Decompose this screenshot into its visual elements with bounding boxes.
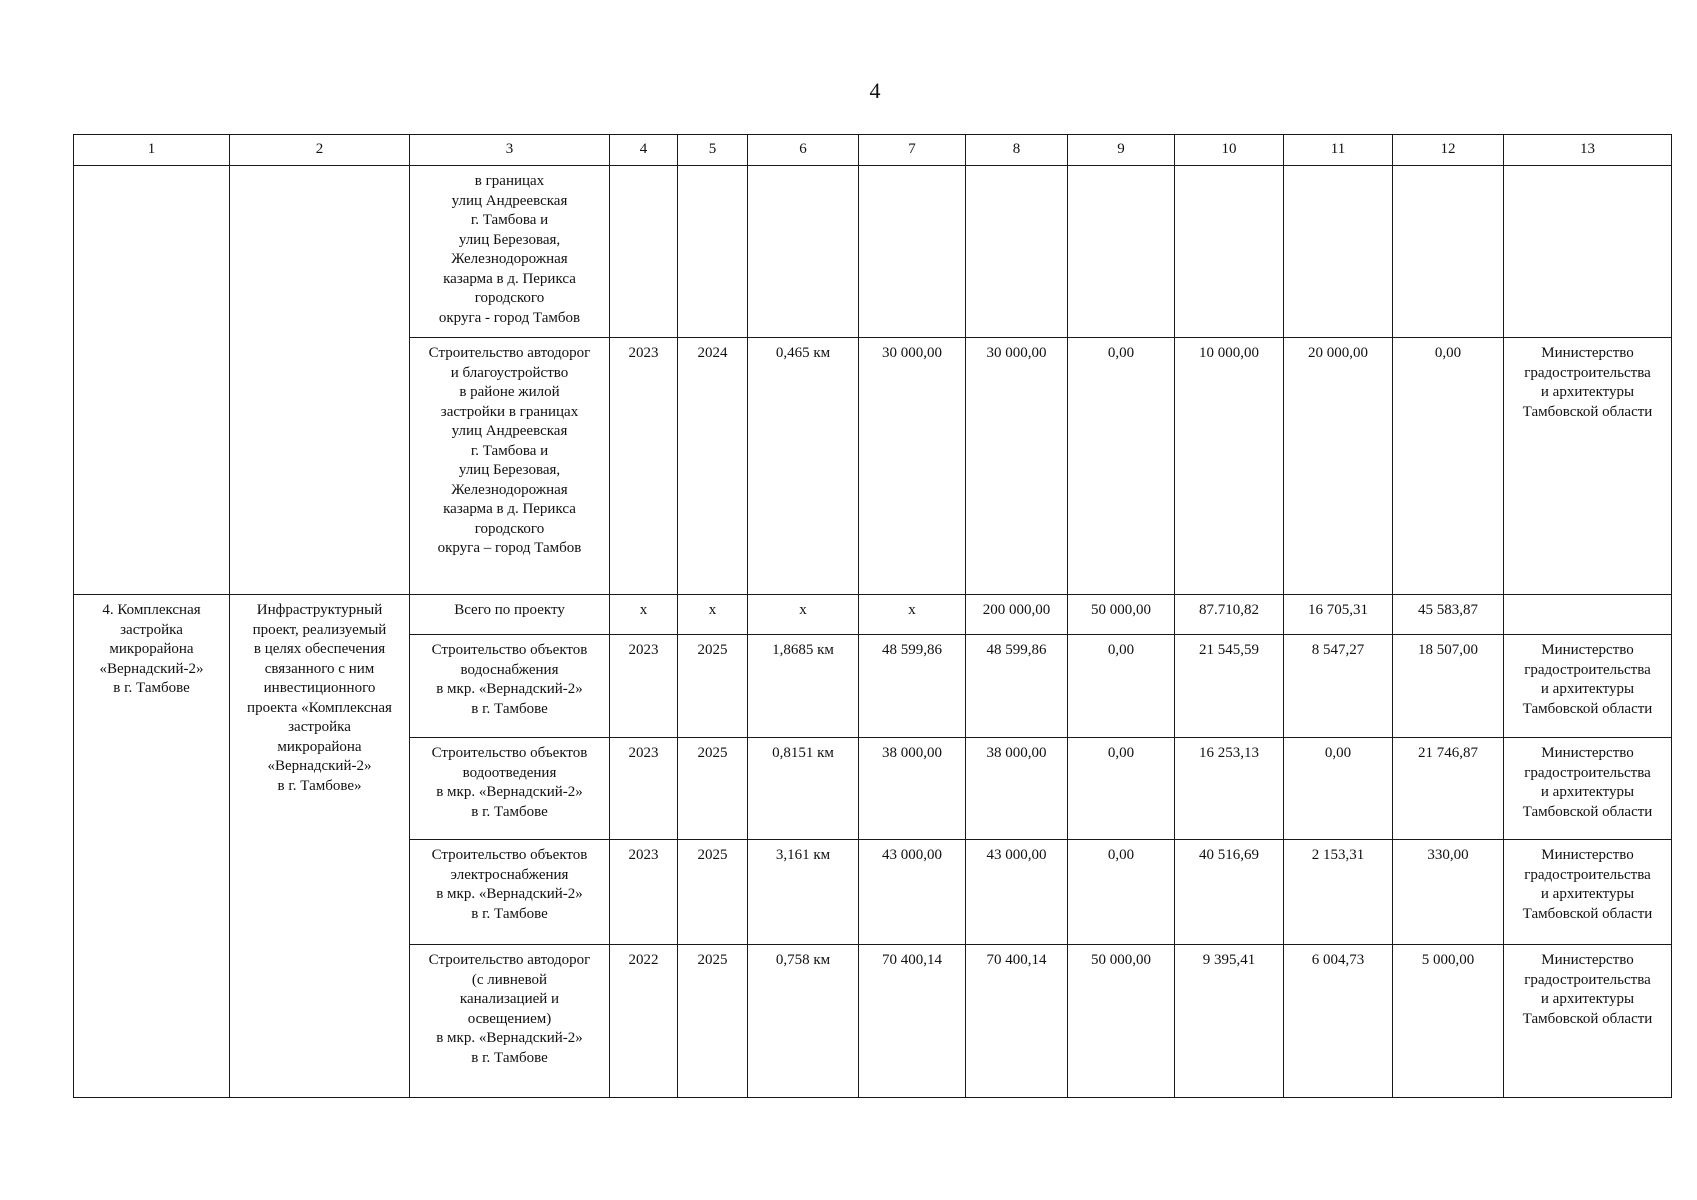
table-cell: 1,8685 км (748, 635, 859, 738)
cell-total: 200 000,00 (966, 595, 1068, 635)
cell-text-line: в г. Тамбове (471, 700, 548, 717)
cell-text-line: проект, реализуемый (252, 621, 387, 638)
cell-text-line: и архитектуры (1540, 784, 1635, 800)
table-cell: 43 000,00 (966, 840, 1068, 945)
header-col-6: 6 (748, 135, 859, 166)
table-cell (966, 166, 1068, 338)
table-row-continuation (74, 166, 1672, 338)
table-cell: 38 000,00 (859, 738, 966, 840)
cell-object-name (410, 945, 610, 1098)
cell-text-line: казарма в д. Перикса (443, 501, 576, 517)
cell-text-line: Тамбовской области (1522, 700, 1653, 717)
table-cell: 70 400,14 (966, 945, 1068, 1098)
cell-text-line: освещением) (467, 1010, 552, 1027)
cell-text-line: г. Тамбова и (470, 442, 549, 459)
table-cell: 16 253,13 (1175, 738, 1284, 840)
table-cell: 0,8151 км (748, 738, 859, 840)
table-cell: 0,00 (1284, 738, 1393, 840)
page-number: 4 (869, 78, 881, 103)
cell-text-line: связанного с ним (264, 660, 375, 677)
cell-text-line: градостроительства (1524, 364, 1651, 381)
header-col-9: 9 (1068, 135, 1175, 166)
cell-total-label: Всего по проекту (410, 595, 610, 635)
cell-text-line: микрорайона (109, 641, 194, 657)
cell-text-line: в целях обеспечения (253, 641, 386, 657)
table-cell: x (859, 595, 966, 635)
cell-project-type-prev (230, 166, 410, 595)
table-cell (678, 166, 748, 338)
cell-text-line: Строительство автодорог (428, 345, 591, 361)
cell-text-line: 4. Комплексная (102, 602, 201, 618)
cell-text-line: улиц Березовая, (458, 462, 561, 478)
header-col-3: 3 (410, 135, 610, 166)
cell-responsible (1504, 338, 1672, 595)
table-cell: 5 000,00 (1393, 945, 1504, 1098)
header-col-7: 7 (859, 135, 966, 166)
cell-text-line: «Вернадский-2» (267, 758, 372, 774)
header-col-11: 11 (1284, 135, 1393, 166)
table-cell: 2025 (678, 945, 748, 1098)
table-cell: x (610, 595, 678, 635)
cell-capacity: 0,465 км (748, 338, 859, 595)
cell-year-2022: 50 000,00 (1068, 595, 1175, 635)
cell-text-line: канализацией и (459, 991, 560, 1007)
table-cell: 9 395,41 (1175, 945, 1284, 1098)
table-cell: 2022 (610, 945, 678, 1098)
cell-year-2024: 20 000,00 (1284, 338, 1393, 595)
table-cell: 3,161 км (748, 840, 859, 945)
cell-text-line: микрорайона (277, 738, 362, 755)
cell-text-line: улиц Андреевская (451, 192, 568, 209)
cell-text-line: Строительство объектов (431, 745, 588, 761)
cell-object-name (410, 166, 610, 338)
column-number-header (74, 135, 1672, 166)
cell-project-type (230, 595, 410, 1098)
cell-text-line: в мкр. «Вернадский-2» (436, 886, 583, 902)
cell-text-line: застройка (120, 621, 183, 638)
cell-text-line: в районе жилой (459, 384, 560, 400)
table-cell: 6 004,73 (1284, 945, 1393, 1098)
table-cell (1175, 166, 1284, 338)
cell-object-name (410, 738, 610, 840)
cell-text-line: и архитектуры (1540, 991, 1635, 1007)
cell-text-line: Железнодорожная (451, 251, 568, 267)
cell-text-line: казарма в д. Перикса (443, 270, 576, 287)
table-cell: 0,758 км (748, 945, 859, 1098)
header-col-10: 10 (1175, 135, 1284, 166)
cell-year-2023: 10 000,00 (1175, 338, 1284, 595)
table-cell: 21 746,87 (1393, 738, 1504, 840)
cell-text-line: и архитектуры (1540, 886, 1635, 902)
table-cell: 38 000,00 (966, 738, 1068, 840)
cell-text-line: г. Тамбова и (470, 212, 549, 228)
cell-text-line: Тамбовской области (1522, 803, 1653, 820)
cell-year-2025: 0,00 (1393, 338, 1504, 595)
table-cell (748, 166, 859, 338)
cell-text-line: Министерство (1541, 745, 1634, 761)
table-cell (859, 166, 966, 338)
cell-text-line: округа - город Тамбов (438, 309, 581, 326)
table-cell (1504, 166, 1672, 338)
header-col-1: 1 (74, 135, 230, 166)
cell-responsible (1504, 595, 1672, 635)
cell-responsible (1504, 738, 1672, 840)
table-cell: 0,00 (1068, 840, 1175, 945)
cell-text-line: Министерство (1541, 642, 1634, 658)
cell-text-line: Тамбовской области (1522, 403, 1653, 420)
table-cell: 8 547,27 (1284, 635, 1393, 738)
cell-text-line: Строительство объектов (431, 847, 588, 863)
cell-text-line: городского (474, 520, 545, 537)
cell-text-line: водоснабжения (460, 661, 559, 678)
table-cell: 330,00 (1393, 840, 1504, 945)
cell-year-2022: 0,00 (1068, 338, 1175, 595)
cell-text-line: в г. Тамбове» (277, 777, 362, 794)
header-col-2: 2 (230, 135, 410, 166)
cell-text-line: в г. Тамбове (471, 803, 548, 820)
cell-total: 30 000,00 (966, 338, 1068, 595)
cell-text-line: и благоустройство (450, 364, 569, 381)
table-cell: 2023 (610, 635, 678, 738)
cell-object-name (410, 840, 610, 945)
cell-text-line: застройка (288, 719, 351, 735)
table-cell: 48 599,86 (966, 635, 1068, 738)
cell-text-line: Инфраструктурный (256, 602, 383, 618)
header-col-12: 12 (1393, 135, 1504, 166)
cell-text-line: в г. Тамбове (471, 1049, 548, 1066)
header-col-13: 13 (1504, 135, 1672, 166)
cell-text-line: (с ливневой (471, 971, 548, 988)
cell-text-line: Строительство объектов (431, 642, 588, 658)
cell-start-year: 2023 (610, 338, 678, 595)
cell-responsible (1504, 840, 1672, 945)
table-cell: 18 507,00 (1393, 635, 1504, 738)
header-col-5: 5 (678, 135, 748, 166)
cell-text-line: градостроительства (1524, 971, 1651, 988)
table-cell: 0,00 (1068, 635, 1175, 738)
table-cell: 2023 (610, 840, 678, 945)
cell-text-line: Тамбовской области (1522, 905, 1653, 922)
cell-text-line: градостроительства (1524, 764, 1651, 781)
cell-end-year: 2024 (678, 338, 748, 595)
cell-text-line: «Вернадский-2» (99, 660, 204, 677)
header-col-8: 8 (966, 135, 1068, 166)
table-cell: 2023 (610, 738, 678, 840)
cell-text-line: Тамбовской области (1522, 1010, 1653, 1027)
table-cell: 0,00 (1068, 738, 1175, 840)
cell-text-line: водоотведения (462, 764, 557, 781)
table-cell: x (748, 595, 859, 635)
cell-year-2023: 87.710,82 (1175, 595, 1284, 635)
investment-projects-table (73, 134, 1672, 1098)
table-cell: 48 599,86 (859, 635, 966, 738)
table-cell (1393, 166, 1504, 338)
cell-text-line: в мкр. «Вернадский-2» (436, 1030, 583, 1046)
cell-text-line: в мкр. «Вернадский-2» (436, 681, 583, 697)
table-cell: 2025 (678, 840, 748, 945)
cell-text-line: проекта «Комплексная (247, 699, 392, 716)
cell-text-line: электроснабжения (450, 866, 569, 883)
cell-year-2025: 45 583,87 (1393, 595, 1504, 635)
table-cell (610, 166, 678, 338)
table-row-project4-total (74, 595, 1672, 635)
cell-object-name (410, 338, 610, 595)
cell-text-line: Министерство (1541, 847, 1634, 863)
cell-project-name-prev (74, 166, 230, 595)
table-cell: 2 153,31 (1284, 840, 1393, 945)
cell-text-line: городского (474, 290, 545, 306)
cell-text-line: в г. Тамбове (471, 905, 548, 922)
header-col-4: 4 (610, 135, 678, 166)
cell-text-line: и архитектуры (1540, 384, 1635, 400)
table-cell: 43 000,00 (859, 840, 966, 945)
table-cell: 40 516,69 (1175, 840, 1284, 945)
cell-responsible (1504, 945, 1672, 1098)
cell-text-line: улиц Андреевская (451, 423, 568, 439)
table-cell (1284, 166, 1393, 338)
cell-cost: 30 000,00 (859, 338, 966, 595)
cell-project-name (74, 595, 230, 1098)
table-cell: x (678, 595, 748, 635)
table-cell: 2025 (678, 738, 748, 840)
cell-text-line: градостроительства (1524, 661, 1651, 678)
cell-text-line: Строительство автодорог (428, 952, 591, 968)
cell-text-line: в г. Тамбове (113, 680, 190, 696)
cell-text-line: Железнодорожная (451, 481, 568, 498)
cell-text-line: застройки в границах (440, 403, 579, 420)
table-cell: 70 400,14 (859, 945, 966, 1098)
table-cell: 21 545,59 (1175, 635, 1284, 738)
cell-text-line: инвестиционного (263, 680, 376, 696)
table-cell: 50 000,00 (1068, 945, 1175, 1098)
table-cell (1068, 166, 1175, 338)
cell-text-line: в мкр. «Вернадский-2» (436, 784, 583, 800)
table-cell: 2025 (678, 635, 748, 738)
cell-text-line: и архитектуры (1540, 681, 1635, 697)
cell-text-line: градостроительства (1524, 866, 1651, 883)
cell-text-line: округа – город Тамбов (437, 540, 582, 556)
cell-text-line: Министерство (1541, 952, 1634, 968)
cell-text-line: Министерство (1541, 345, 1634, 361)
cell-text-line: улиц Березовая, (458, 231, 561, 248)
cell-responsible (1504, 635, 1672, 738)
cell-year-2024: 16 705,31 (1284, 595, 1393, 635)
cell-object-name (410, 635, 610, 738)
cell-text-line: в границах (474, 173, 545, 189)
